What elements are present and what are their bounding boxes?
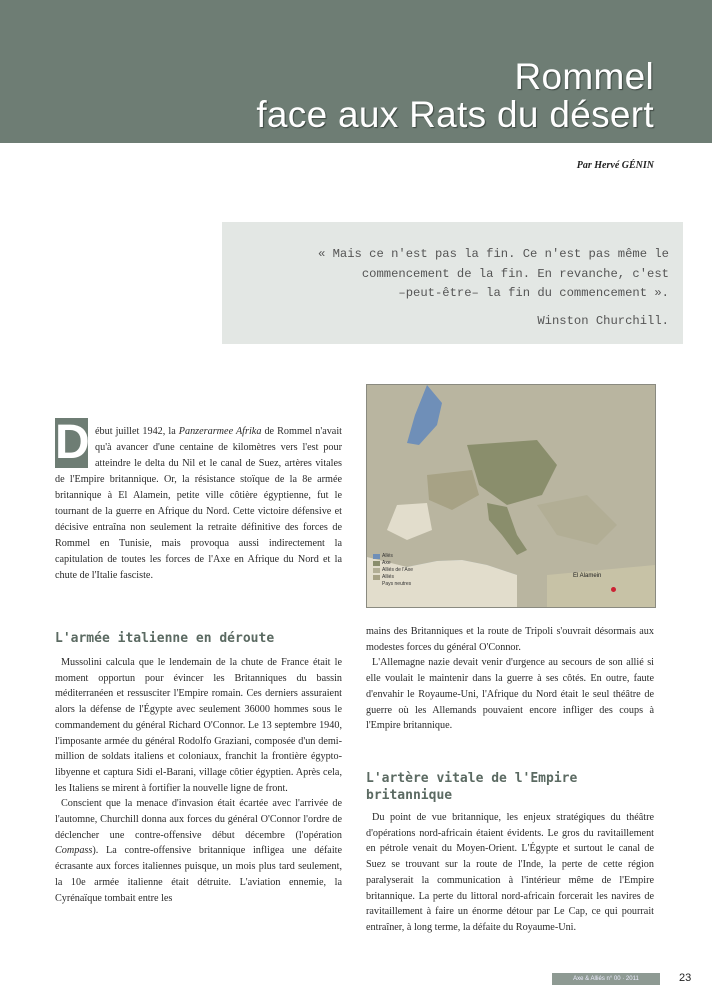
intro-text-em: Panzerarmee Afrika: [178, 426, 262, 437]
title-line-2: face aux Rats du désert: [256, 94, 654, 135]
title-line-1: Rommel: [514, 56, 654, 97]
column-right-top: [366, 624, 654, 734]
map-location-marker-icon: [611, 587, 616, 592]
epigraph-line-1: « Mais ce n'est pas la fin. Ce n'est pas même le: [317, 247, 669, 261]
column-left: [55, 655, 342, 906]
byline: Par Hervé GÉNIN: [576, 160, 654, 171]
section-heading-2: L'artère vitale de l'Empire britannique: [366, 771, 578, 803]
paragraph: Du point de vue britannique, les enjeux stratégiques du théâtre d'opérations nord-africain étaient évidents. Le gros du ravitaillement en pétrole venait du Moyen-Orient. L'Égypte et surtout le canal de Suez se trouvant sur la route de l'Inde, la perte de cette région paralyserait la communication à l'intérieur même de l'Empire britannique. La perte du littoral nord-africain forcerait les navires de ravitaillement à faire un énorme détour par Le Cap, ce qui pourrait entraîner, à long terme, la défaite du Royaume-Uni.: [366, 812, 654, 933]
legend-swatch: [373, 554, 380, 559]
paragraph: mains des Britanniques et la route de Tripoli s'ouvrait désormais aux modestes forces du général O'Connor.: [366, 626, 654, 653]
column-right-bottom: [366, 810, 654, 936]
paragraph-em: Compass: [55, 845, 93, 857]
epigraph-text: [240, 245, 669, 331]
legend-label: Allés: [382, 553, 393, 559]
section-heading-1: L'armée italienne en déroute: [55, 631, 275, 646]
map-legend: [373, 553, 413, 588]
legend-swatch: [373, 568, 380, 573]
epigraph-line-2: commencement de la fin. En revanche, c'est: [361, 266, 669, 281]
paragraph-part: ). La contre-offensive britannique infligea une défaite écrasante aux forces italiennes puisque, un mois plus tard seulement, la 10e armée italienne était détruite. L'aviation ennemie, la Cyrénaïque tombait entre les: [55, 845, 342, 904]
epigraph-line-3: –peut-être– la fin du commencement ».: [398, 286, 669, 300]
map-place-label: El Alamein: [573, 573, 602, 579]
epigraph-author: Winston Churchill.: [537, 313, 669, 328]
intro-paragraph: [55, 424, 342, 584]
legend-label: Alliés: [382, 574, 394, 580]
page-number: 23: [679, 972, 692, 984]
paragraph: Mussolini calcula que le lendemain de la chute de France était le moment opportun pour évincer les Britanniques du bassin méditerranéen et ressusciter l'Empire romain. Ces derniers assuraient alors la défense de l'Égypte avec seulement 36000 hommes sous le commandement du général Richard O'Connor. Le 13 septembre 1940, l'imposante armée du général Rodolfo Graziani, composée d'un demi-million de soldats italiens et coloniaux, franchit la frontière égypto-libyenne et captura Sidi el-Barani, village côtier égyptien. Après cela, les Italiens se mirent à fortifier la nouvelle ligne de front.: [55, 657, 342, 794]
folio-bar: Axe & Alliés n° 00 · 2011: [552, 973, 660, 985]
europe-map: [366, 384, 656, 608]
intro-text-b: de Rommel n'avait qu'à avancer d'une centaine de kilomètres vers l'est pour atteindre le delta du Nil et le canal de Suez, artères vitales de l'Empire britannique. Or, la résistance stoïque de la 8e armée britannique à El Alamein, petite ville côtière égyptienne, fut le tournant de la guerre en Afrique du Nord. Cette victoire défensive et décisive entraîna non seulement la retraite définitive des forces de Rommel en Tunisie, mais provoqua aussi indirectement la capitulation de toutes les forces de l'Axe en Afrique du Nord et la chute de l'Italie fasciste.: [55, 426, 342, 581]
intro-text-a: ébut juillet 1942, la: [95, 426, 179, 437]
legend-swatch: [373, 575, 380, 580]
legend-label: Alliés de l'Axe: [382, 567, 413, 573]
legend-label: Axe: [382, 560, 391, 566]
epigraph-box: [222, 222, 683, 344]
legend-label: Pays neutres: [382, 581, 412, 587]
article-title: [256, 58, 654, 134]
legend-swatch: [373, 582, 380, 587]
paragraph: L'Allemagne nazie devait venir d'urgence au secours de son allié si elle voulait le maintenir dans la guerre à ses côtés. En outre, faute d'envahir le Royaume-Uni, l'Afrique du Nord était le seul théâtre de guerre où les Allemands pouvaient encore infliger des coups à l'Empire britannique.: [366, 657, 654, 732]
paragraph: [55, 796, 342, 906]
drop-cap: D: [55, 416, 90, 469]
legend-swatch: [373, 561, 380, 566]
paragraph-part: Conscient que la menace d'invasion était écartée avec l'arrivée de l'automne, Churchill donna aux forces du général O'Connor l'ordre de déclencher une contre-offensive début décembre (l'opération: [55, 798, 342, 841]
